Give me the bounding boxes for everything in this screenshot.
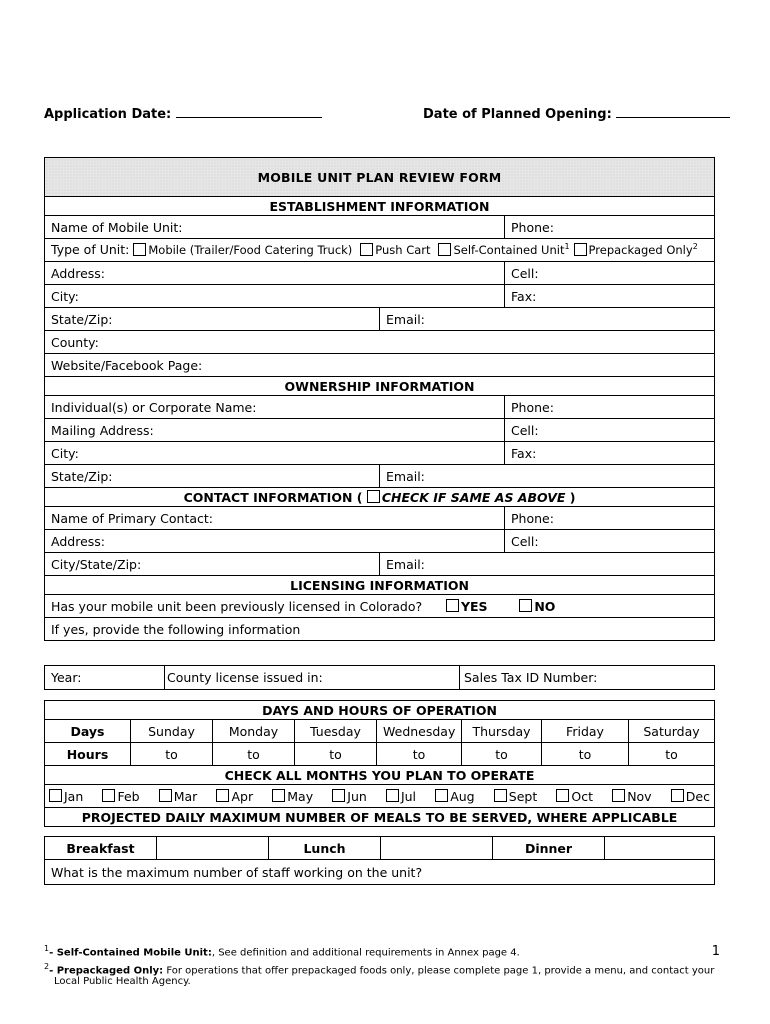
contact-name-field[interactable] (45, 507, 505, 530)
same-as-above-label: CHECK IF SAME AS ABOVE (381, 489, 566, 505)
license-county-field[interactable] (165, 666, 460, 690)
sales-tax-field[interactable] (460, 666, 715, 690)
owner-mailing-field[interactable] (45, 419, 505, 442)
contact-heading-label: CONTACT INFORMATION ( (183, 489, 363, 505)
day-thursday: Thursday (462, 720, 542, 743)
operations-table (44, 700, 715, 827)
footnote-2 (44, 962, 714, 987)
owner-name-field[interactable] (45, 396, 505, 419)
owner-name-label: Individual(s) or Corporate Name: (51, 399, 257, 415)
month-label: Mar (173, 788, 198, 804)
owner-statezip-label: State/Zip: (51, 468, 113, 484)
licensing-heading: LICENSING INFORMATION (45, 576, 715, 595)
month-mar (159, 789, 198, 804)
owner-phone-label: Phone: (511, 399, 554, 415)
unit-name-field[interactable] (45, 216, 505, 239)
month-label: Nov (627, 788, 652, 804)
days-label: Days (45, 720, 131, 743)
license-detail-table (44, 665, 715, 690)
month-sept (494, 789, 537, 804)
contact-email-field[interactable] (380, 553, 715, 576)
month-nov-checkbox[interactable] (612, 789, 625, 802)
hours-row (45, 743, 715, 766)
dinner-field[interactable] (605, 837, 715, 860)
contact-cell-label: Cell: (511, 533, 539, 549)
unit-fax-label: Fax: (511, 288, 537, 304)
day-wednesday: Wednesday (377, 720, 462, 743)
unit-fax-field[interactable] (505, 285, 715, 308)
type-prepackaged-label: Prepackaged Only (588, 243, 693, 258)
breakfast-label: Breakfast (45, 837, 157, 860)
month-feb (102, 789, 139, 804)
contact-phone-label: Phone: (511, 510, 554, 526)
license-county-label: County license issued in: (167, 670, 323, 685)
day-saturday: Saturday (629, 720, 715, 743)
meals-table (44, 836, 715, 885)
month-jan-checkbox[interactable] (49, 789, 62, 802)
licensed-yes-label: YES (460, 598, 488, 614)
unit-type-label: Type of Unit: (51, 242, 130, 258)
month-jul-checkbox[interactable] (386, 789, 399, 802)
footnote-marker-1: 1 (564, 242, 570, 252)
lunch-label: Lunch (269, 837, 381, 860)
month-label: Dec (685, 788, 710, 804)
month-feb-checkbox[interactable] (102, 789, 115, 802)
month-label: Jul (400, 788, 417, 804)
contact-citystatezip-label: City/State/Zip: (51, 556, 142, 572)
contact-address-field[interactable] (45, 530, 505, 553)
planned-opening-field[interactable] (616, 104, 730, 118)
type-prepackaged-checkbox[interactable] (574, 243, 587, 256)
staff-count-label: What is the maximum number of staff working on the unit? (51, 864, 423, 880)
month-dec-checkbox[interactable] (671, 789, 684, 802)
establishment-heading: ESTABLISHMENT INFORMATION (45, 197, 715, 216)
hours-thursday-field[interactable]: to (462, 743, 542, 766)
planned-opening-row (423, 104, 730, 122)
licensed-yes-checkbox[interactable] (446, 599, 459, 612)
month-jun (332, 789, 367, 804)
footnote-2-term: - Prepackaged Only: (49, 965, 164, 977)
month-label: Jan (64, 788, 84, 804)
month-nov (612, 789, 651, 804)
footnote-2-text: For operations that offer prepackaged foods only, please complete page 1, provide a menu, and contact your (163, 965, 715, 977)
main-form-table (44, 157, 715, 641)
month-label: May (287, 788, 314, 804)
type-pushcart-checkbox[interactable] (360, 243, 373, 256)
footnote-2-mark: 2 (44, 962, 50, 971)
unit-phone-label: Phone: (511, 219, 554, 235)
footnote-1-text: , See definition and additional requirements in Annex page 4. (211, 947, 520, 959)
owner-city-field[interactable] (45, 442, 505, 465)
owner-email-label: Email: (386, 468, 425, 484)
hours-label: Hours (45, 743, 131, 766)
hours-monday-field[interactable]: to (213, 743, 295, 766)
licensed-question-row (45, 595, 715, 618)
month-sept-checkbox[interactable] (494, 789, 507, 802)
owner-cell-field[interactable] (505, 419, 715, 442)
type-pushcart-label: Push Cart (375, 243, 431, 258)
month-label: Apr (231, 788, 254, 804)
month-aug (435, 789, 474, 804)
hours-saturday-field[interactable]: to (629, 743, 715, 766)
meals-heading: PROJECTED DAILY MAXIMUM NUMBER OF MEALS TO BE SERVED, WHERE APPLICABLE (45, 808, 715, 827)
license-year-label: Year: (51, 670, 82, 685)
unit-website-field[interactable] (45, 354, 715, 377)
owner-fax-field[interactable] (505, 442, 715, 465)
footnote-2-text-cont: Local Public Health Agency. (54, 976, 191, 988)
days-row (45, 720, 715, 743)
month-oct (556, 789, 593, 804)
unit-cell-label: Cell: (511, 265, 539, 281)
unit-phone-field[interactable] (505, 216, 715, 239)
owner-statezip-field[interactable] (45, 465, 380, 488)
month-jan (49, 789, 83, 804)
month-jul (386, 789, 416, 804)
footnote-marker-2: 2 (692, 242, 698, 252)
application-date-row (44, 104, 322, 122)
licensed-no-checkbox[interactable] (519, 599, 532, 612)
owner-cell-label: Cell: (511, 422, 539, 438)
sales-tax-label: Sales Tax ID Number: (464, 670, 598, 685)
footnote-1-term: - Self-Contained Mobile Unit: (49, 947, 212, 959)
footnote-1-mark: 1 (44, 944, 50, 953)
owner-city-label: City: (51, 445, 79, 461)
month-label: Jun (347, 788, 367, 804)
contact-citystatezip-field[interactable] (45, 553, 380, 576)
unit-type-row (45, 239, 715, 262)
day-tuesday: Tuesday (295, 720, 377, 743)
contact-address-label: Address: (51, 533, 105, 549)
unit-address-label: Address: (51, 265, 105, 281)
month-label: Sept (508, 788, 538, 804)
type-mobile-checkbox[interactable] (133, 243, 146, 256)
planned-opening-label: Date of Planned Opening: (423, 107, 612, 122)
contact-phone-field[interactable] (505, 507, 715, 530)
unit-cell-field[interactable] (505, 262, 715, 285)
hours-friday-field[interactable]: to (542, 743, 629, 766)
month-apr (216, 789, 253, 804)
staff-count-field[interactable] (45, 860, 715, 885)
contact-email-label: Email: (386, 556, 425, 572)
license-year-field[interactable] (45, 666, 165, 690)
months-row (45, 785, 715, 808)
page-number: 1 (711, 944, 720, 959)
hours-wednesday-field[interactable]: to (377, 743, 462, 766)
type-mobile-label: Mobile (Trailer/Food Catering Truck) (148, 243, 353, 258)
unit-website-label: Website/Facebook Page: (51, 357, 203, 373)
month-may-checkbox[interactable] (272, 789, 285, 802)
if-yes-note: If yes, provide the following information (45, 618, 715, 641)
day-monday: Monday (213, 720, 295, 743)
ownership-heading: OWNERSHIP INFORMATION (45, 377, 715, 396)
month-label: Aug (450, 788, 475, 804)
month-apr-checkbox[interactable] (216, 789, 229, 802)
contact-name-label: Name of Primary Contact: (51, 510, 213, 526)
footnote-1 (44, 944, 520, 958)
dinner-label: Dinner (493, 837, 605, 860)
lunch-field[interactable] (381, 837, 493, 860)
month-aug-checkbox[interactable] (435, 789, 448, 802)
month-mar-checkbox[interactable] (159, 789, 172, 802)
unit-statezip-field[interactable] (45, 308, 380, 331)
month-label: Feb (117, 788, 140, 804)
days-hours-heading: DAYS AND HOURS OF OPERATION (45, 701, 715, 720)
application-date-label: Application Date: (44, 107, 172, 122)
unit-county-label: County: (51, 334, 99, 350)
unit-email-label: Email: (386, 311, 425, 327)
unit-statezip-label: State/Zip: (51, 311, 113, 327)
contact-heading-close: ) (569, 489, 576, 505)
month-may (272, 789, 313, 804)
month-jun-checkbox[interactable] (332, 789, 345, 802)
owner-email-field[interactable] (380, 465, 715, 488)
month-dec (671, 789, 710, 804)
same-as-above-checkbox[interactable] (367, 490, 380, 503)
breakfast-field[interactable] (157, 837, 269, 860)
licensed-question: Has your mobile unit been previously licensed in Colorado? (51, 598, 423, 614)
type-selfcontained-label: Self-Contained Unit (453, 243, 565, 258)
application-date-field[interactable] (176, 104, 322, 118)
contact-heading (45, 488, 715, 507)
day-sunday: Sunday (131, 720, 213, 743)
unit-county-field[interactable] (45, 331, 715, 354)
form-title: MOBILE UNIT PLAN REVIEW FORM (45, 158, 715, 197)
unit-name-label: Name of Mobile Unit: (51, 219, 183, 235)
owner-fax-label: Fax: (511, 445, 537, 461)
hours-tuesday-field[interactable]: to (295, 743, 377, 766)
contact-cell-field[interactable] (505, 530, 715, 553)
day-friday: Friday (542, 720, 629, 743)
months-heading: CHECK ALL MONTHS YOU PLAN TO OPERATE (45, 766, 715, 785)
type-selfcontained-checkbox[interactable] (438, 243, 451, 256)
unit-city-label: City: (51, 288, 79, 304)
owner-phone-field[interactable] (505, 396, 715, 419)
licensed-no-label: NO (534, 598, 556, 614)
month-label: Oct (571, 788, 594, 804)
unit-email-field[interactable] (380, 308, 715, 331)
hours-sunday-field[interactable]: to (131, 743, 213, 766)
owner-mailing-label: Mailing Address: (51, 422, 154, 438)
month-oct-checkbox[interactable] (556, 789, 569, 802)
unit-city-field[interactable] (45, 285, 505, 308)
unit-address-field[interactable] (45, 262, 505, 285)
